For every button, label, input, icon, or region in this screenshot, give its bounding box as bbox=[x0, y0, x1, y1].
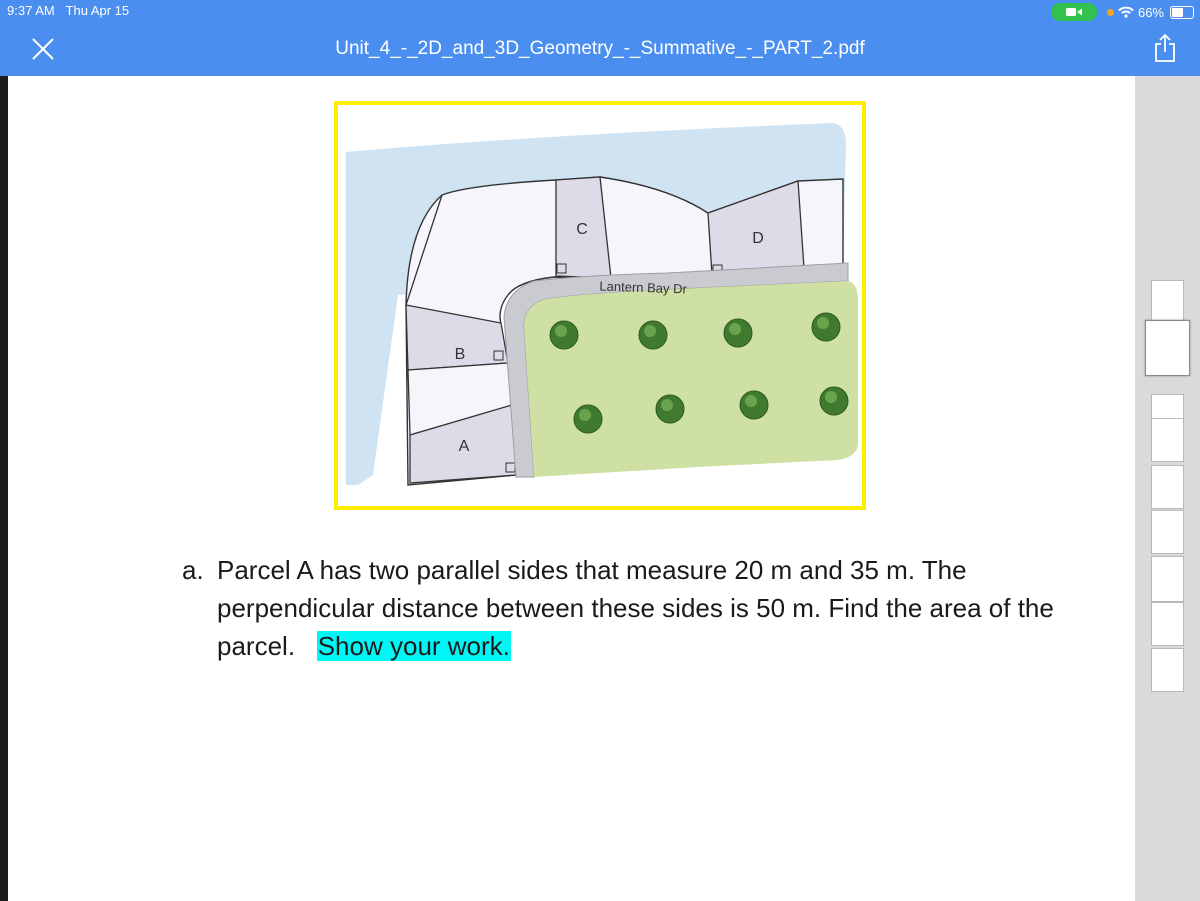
street-label: Lantern Bay Dr bbox=[599, 278, 688, 297]
label-parcel-d: D bbox=[752, 230, 764, 247]
park-area bbox=[524, 281, 858, 477]
page-thumbnail[interactable] bbox=[1151, 602, 1184, 646]
left-edge bbox=[0, 76, 8, 901]
status-time bbox=[7, 3, 129, 18]
question-label: a. bbox=[182, 555, 204, 585]
page-thumbnail[interactable] bbox=[1151, 280, 1184, 322]
page-thumbnail[interactable] bbox=[1151, 510, 1184, 554]
status-date: Thu Apr 15 bbox=[65, 3, 130, 18]
page-thumbnail[interactable] bbox=[1151, 465, 1184, 509]
video-camera-icon bbox=[1066, 7, 1082, 17]
page-thumbnail[interactable] bbox=[1151, 418, 1184, 462]
parcel-map bbox=[338, 105, 862, 506]
camera-in-use-indicator bbox=[1051, 3, 1097, 21]
battery-percent: 66% bbox=[1137, 4, 1164, 20]
label-parcel-a: A bbox=[458, 438, 470, 455]
status-clock: 9:37 AM bbox=[7, 3, 55, 18]
page-thumbnail-strip bbox=[1135, 76, 1200, 901]
label-parcel-c: C bbox=[576, 221, 588, 238]
highlighted-instruction: Show your work. bbox=[317, 631, 510, 661]
question-text: Parcel A has two parallel sides that measure 20 m and 35 m. The perpendicular distance between these sides is 50 m. Find the area of the parcel. bbox=[217, 555, 1054, 661]
share-icon bbox=[1152, 33, 1178, 63]
page-thumbnail[interactable] bbox=[1151, 556, 1184, 602]
share-button[interactable] bbox=[1152, 33, 1178, 63]
page-thumbnail[interactable] bbox=[1145, 320, 1190, 376]
document-title: Unit_4_-_2D_and_3D_Geometry_-_Summative_-_PART_2.pdf bbox=[335, 38, 865, 59]
page-thumbnail[interactable] bbox=[1151, 648, 1184, 692]
status-indicators bbox=[1051, 3, 1194, 21]
label-parcel-b: B bbox=[454, 346, 466, 363]
top-bar bbox=[0, 0, 1200, 76]
mic-indicator-dot bbox=[1107, 9, 1114, 16]
battery-fill bbox=[1172, 8, 1183, 17]
question-text-block bbox=[217, 551, 1067, 665]
battery-icon bbox=[1170, 6, 1194, 19]
wifi-icon bbox=[1118, 6, 1134, 18]
parcel-map-figure bbox=[334, 101, 866, 510]
